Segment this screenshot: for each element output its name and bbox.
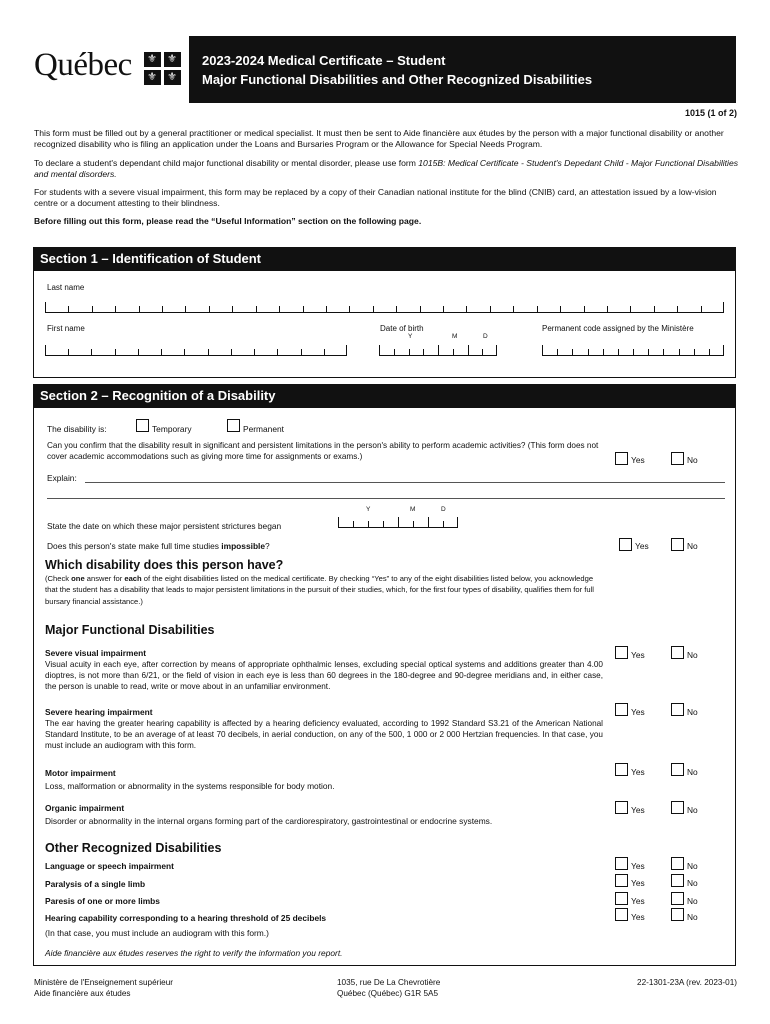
comb-tick <box>648 349 649 355</box>
comb-tick <box>139 306 140 312</box>
comb-tick <box>723 302 724 312</box>
start-date-label: State the date on which these major persistent strictures began <box>47 521 282 531</box>
comb-tick <box>560 306 561 312</box>
language-yes-label: Yes <box>631 861 645 871</box>
confirm-no-label: No <box>687 455 698 465</box>
comb-tick <box>379 345 380 355</box>
comb-tick <box>607 306 608 312</box>
intro-paragraph-3: For students with a severe visual impairment, this form may be replaced by a copy of their Canadian national institute for the blind (CNIB) card, an attestation issued by a low-vision centre or a document attesting to their blindness. <box>34 187 717 208</box>
comb-tick <box>453 349 454 355</box>
visual-no-label: No <box>687 650 698 660</box>
comb-tick <box>633 349 634 355</box>
visual-yes-label: Yes <box>631 650 645 660</box>
motor-no-checkbox[interactable] <box>671 763 684 776</box>
hearing-no-checkbox[interactable] <box>671 703 684 716</box>
organic-yes-label: Yes <box>631 805 645 815</box>
visual-yes-checkbox[interactable] <box>615 646 628 659</box>
paralysis-no-checkbox[interactable] <box>671 874 684 887</box>
fulltime-no-checkbox[interactable] <box>671 538 684 551</box>
comb-tick <box>394 349 395 355</box>
comb-tick <box>709 349 710 355</box>
permanent-code-field[interactable] <box>542 345 724 356</box>
other-disabilities-heading: Other Recognized Disabilities <box>45 841 222 855</box>
dob-y-label: Y <box>408 333 413 340</box>
form-title-box <box>189 36 736 103</box>
comb-tick <box>92 306 93 312</box>
comb-tick <box>398 517 399 527</box>
paralysis-yes-label: Yes <box>631 878 645 888</box>
comb-tick <box>303 306 304 312</box>
form-subtitle: Major Functional Disabilities and Other Recognized Disabilities <box>202 72 593 87</box>
comb-tick <box>68 306 69 312</box>
temporary-checkbox[interactable] <box>136 419 149 432</box>
comb-tick <box>630 306 631 312</box>
intro-paragraph-4: Before filling out this form, please read the “Useful Information” section on the following page. <box>34 216 422 226</box>
first-name-label: First name <box>47 324 85 333</box>
first-name-field[interactable] <box>45 345 347 356</box>
comb-tick <box>338 517 339 527</box>
quebec-logo-text: Québec <box>34 47 132 83</box>
confirm-question: Can you confirm that the disability result in significant and persistent limitations in the person's ability to perform academic activities? (This form does not cover academic accommodations such as giving more time for assignments or exams.) <box>47 441 599 462</box>
comb-tick <box>423 349 424 355</box>
comb-tick <box>256 306 257 312</box>
hearing25-yes-checkbox[interactable] <box>615 908 628 921</box>
paresis-yes-label: Yes <box>631 896 645 906</box>
explain-label: Explain: <box>47 473 77 483</box>
comb-tick <box>45 302 46 312</box>
footer-ministry: Ministère de l'Enseignement supérieur Aide financière aux études <box>34 978 174 998</box>
comb-tick <box>279 306 280 312</box>
comb-tick <box>537 306 538 312</box>
language-impairment-label: Language or speech impairment <box>45 861 174 871</box>
permanent-checkbox[interactable] <box>227 419 240 432</box>
comb-tick <box>383 521 384 527</box>
last-name-label: Last name <box>47 283 85 292</box>
form-title: 2023-2024 Medical Certificate – Student <box>202 53 446 68</box>
confirm-yes-checkbox[interactable] <box>615 452 628 465</box>
comb-tick <box>572 349 573 355</box>
comb-tick <box>161 349 162 355</box>
form-number: 1015 (1 of 2) <box>684 108 737 118</box>
start-date-field[interactable] <box>338 517 458 528</box>
which-disability-note: (Check one answer for each of the eight disabilities listed on the medical certificate. By checking “Yes” to any of the eight disabilities listed below, you acknowledge that the student has a disability that leads to major persistent limitations in the pursuit of their studies, which, for the first four types of disability, qualifies them for full bursary financial assistance.) <box>45 574 594 606</box>
comb-tick <box>209 306 210 312</box>
organic-no-checkbox[interactable] <box>671 801 684 814</box>
hearing-yes-checkbox[interactable] <box>615 703 628 716</box>
major-disabilities-heading: Major Functional Disabilities <box>45 623 215 637</box>
hearing-impairment-title: Severe hearing impairment <box>45 707 153 717</box>
permanent-code-label: Permanent code assigned by the Ministère <box>542 324 694 333</box>
section-2-heading: Section 2 – Recognition of a Disability <box>33 384 736 407</box>
comb-tick <box>232 306 233 312</box>
comb-tick <box>115 306 116 312</box>
comb-tick <box>368 521 369 527</box>
permanent-label: Permanent <box>243 424 284 434</box>
start-m-label: M <box>410 506 416 513</box>
comb-tick <box>723 345 724 355</box>
comb-tick <box>603 349 604 355</box>
comb-tick <box>326 306 327 312</box>
comb-tick <box>68 349 69 355</box>
comb-tick <box>468 345 469 355</box>
comb-tick <box>542 345 543 355</box>
confirm-yes-label: Yes <box>631 455 645 465</box>
section-1-heading: Section 1 – Identification of Student <box>33 247 736 270</box>
comb-tick <box>396 306 397 312</box>
comb-tick <box>324 349 325 355</box>
comb-tick <box>694 349 695 355</box>
start-d-label: D <box>441 506 446 513</box>
motor-impairment-title: Motor impairment <box>45 768 116 778</box>
paralysis-no-label: No <box>687 878 698 888</box>
comb-tick <box>584 306 585 312</box>
which-disability-heading: Which disability does this person have? <box>45 558 284 572</box>
comb-tick <box>443 306 444 312</box>
comb-tick <box>482 349 483 355</box>
comb-tick <box>346 345 347 355</box>
comb-tick <box>588 349 589 355</box>
comb-tick <box>496 345 497 355</box>
comb-tick <box>490 306 491 312</box>
comb-tick <box>677 306 678 312</box>
comb-tick <box>301 349 302 355</box>
visual-no-checkbox[interactable] <box>671 646 684 659</box>
temporary-label: Temporary <box>152 424 192 434</box>
intro-paragraph-2: To declare a student's dependant child major functional disability or mental disorder, please use form 1015B: Medical Certificate - Student's Depedant Child - Major Functional Disabilities and mental disorders. <box>34 158 739 179</box>
comb-tick <box>254 349 255 355</box>
comb-tick <box>353 521 354 527</box>
comb-tick <box>162 306 163 312</box>
hearing25-no-checkbox[interactable] <box>671 908 684 921</box>
comb-tick <box>115 349 116 355</box>
dob-label: Date of birth <box>380 324 424 333</box>
comb-tick <box>513 306 514 312</box>
fulltime-question: Does this person's state make full time studies impossible? <box>47 541 270 551</box>
comb-tick <box>208 349 209 355</box>
comb-tick <box>277 349 278 355</box>
language-no-label: No <box>687 861 698 871</box>
comb-tick <box>654 306 655 312</box>
fulltime-no-label: No <box>687 541 698 551</box>
paresis-label: Paresis of one or more limbs <box>45 896 160 906</box>
comb-tick <box>557 349 558 355</box>
intro-paragraph-1: This form must be filled out by a general practitioner or medical specialist. It must then be sent to Aide financière aux études by the person with a major functional disability or another recognized disability who is filing an application under the Loans and Bursaries Program or the Allowance for Special Needs Program. <box>34 128 724 149</box>
comb-tick <box>45 345 46 355</box>
comb-tick <box>349 306 350 312</box>
dob-field[interactable] <box>379 345 497 356</box>
hearing-impairment-text: The ear having the greater hearing capability is affected by a hearing deficiency evaluated, according to 1992 Standard S3.21 of the American National Standard Institute, to be an average of at least 70 decibels, in aerial conduction, on any of the 500, 1 000 or 2 000 Hertzian frequencies. In that case, you must include an audiogram with this form. <box>45 719 603 751</box>
comb-tick <box>466 306 467 312</box>
last-name-field[interactable] <box>45 302 724 313</box>
comb-tick <box>413 521 414 527</box>
motor-yes-checkbox[interactable] <box>615 763 628 776</box>
footer-form-code: 22-1301-23A (rev. 2023-01) <box>637 978 737 987</box>
motor-yes-label: Yes <box>631 767 645 777</box>
comb-tick <box>438 345 439 355</box>
language-no-checkbox[interactable] <box>671 857 684 870</box>
organic-no-label: No <box>687 805 698 815</box>
organic-impairment-title: Organic impairment <box>45 803 125 813</box>
paresis-no-checkbox[interactable] <box>671 892 684 905</box>
paresis-yes-checkbox[interactable] <box>615 892 628 905</box>
comb-tick <box>663 349 664 355</box>
start-y-label: Y <box>366 506 371 513</box>
motor-no-label: No <box>687 767 698 777</box>
comb-tick <box>701 306 702 312</box>
confirm-no-checkbox[interactable] <box>671 452 684 465</box>
fulltime-yes-label: Yes <box>635 541 649 551</box>
paralysis-yes-checkbox[interactable] <box>615 874 628 887</box>
comb-tick <box>618 349 619 355</box>
organic-impairment-text: Disorder or abnormality in the internal organs forming part of the cardiorespiratory, gastrointestinal or endocrine systems. <box>45 816 493 826</box>
language-yes-checkbox[interactable] <box>615 857 628 870</box>
hearing-25db-label: Hearing capability corresponding to a hearing threshold of 25 decibels <box>45 913 327 923</box>
fulltime-yes-checkbox[interactable] <box>619 538 632 551</box>
comb-tick <box>679 349 680 355</box>
dob-m-label: M <box>452 333 458 340</box>
comb-tick <box>420 306 421 312</box>
hearing25-yes-label: Yes <box>631 912 645 922</box>
comb-tick <box>443 521 444 527</box>
footer-address: 1035, rue De La Chevrotière Québec (Québec) G1R 5A5 <box>337 978 441 998</box>
visual-impairment-title: Severe visual impairment <box>45 648 147 658</box>
hearing25-no-label: No <box>687 912 698 922</box>
hearing-no-label: No <box>687 707 698 717</box>
paresis-no-label: No <box>687 896 698 906</box>
comb-tick <box>231 349 232 355</box>
comb-tick <box>428 517 429 527</box>
verify-notice: Aide financière aux études reserves the right to verify the information you report. <box>45 948 343 958</box>
explain-line-2[interactable] <box>47 498 725 499</box>
hearing-25db-note: (In that case, you must include an audiogram with this form.) <box>45 928 269 938</box>
organic-yes-checkbox[interactable] <box>615 801 628 814</box>
comb-tick <box>373 306 374 312</box>
motor-impairment-text: Loss, malformation or abnormality in the systems responsible for body motion. <box>45 781 335 791</box>
explain-line-1[interactable] <box>85 482 725 483</box>
comb-tick <box>91 349 92 355</box>
dob-d-label: D <box>483 333 488 340</box>
comb-tick <box>184 349 185 355</box>
disability-is-label: The disability is: <box>47 424 107 434</box>
comb-tick <box>138 349 139 355</box>
visual-impairment-text: Visual acuity in each eye, after correction by means of appropriate ophthalmic lenses, excluding special optical systems and additions greater than 4.00 dioptres, is not more than 6/21, or the field of vision in each eye is less than 60 degrees in the 180-degree and 90-degree meridians and, in either case, the person is unable to read, write or move about in an unfamiliar environment. <box>45 660 603 692</box>
fleur-de-lis-flag-icon: ⚜ ⚜ ⚜ ⚜ <box>144 52 181 85</box>
paralysis-label: Paralysis of a single limb <box>45 879 146 889</box>
comb-tick <box>409 349 410 355</box>
hearing-yes-label: Yes <box>631 707 645 717</box>
comb-tick <box>457 517 458 527</box>
comb-tick <box>185 306 186 312</box>
